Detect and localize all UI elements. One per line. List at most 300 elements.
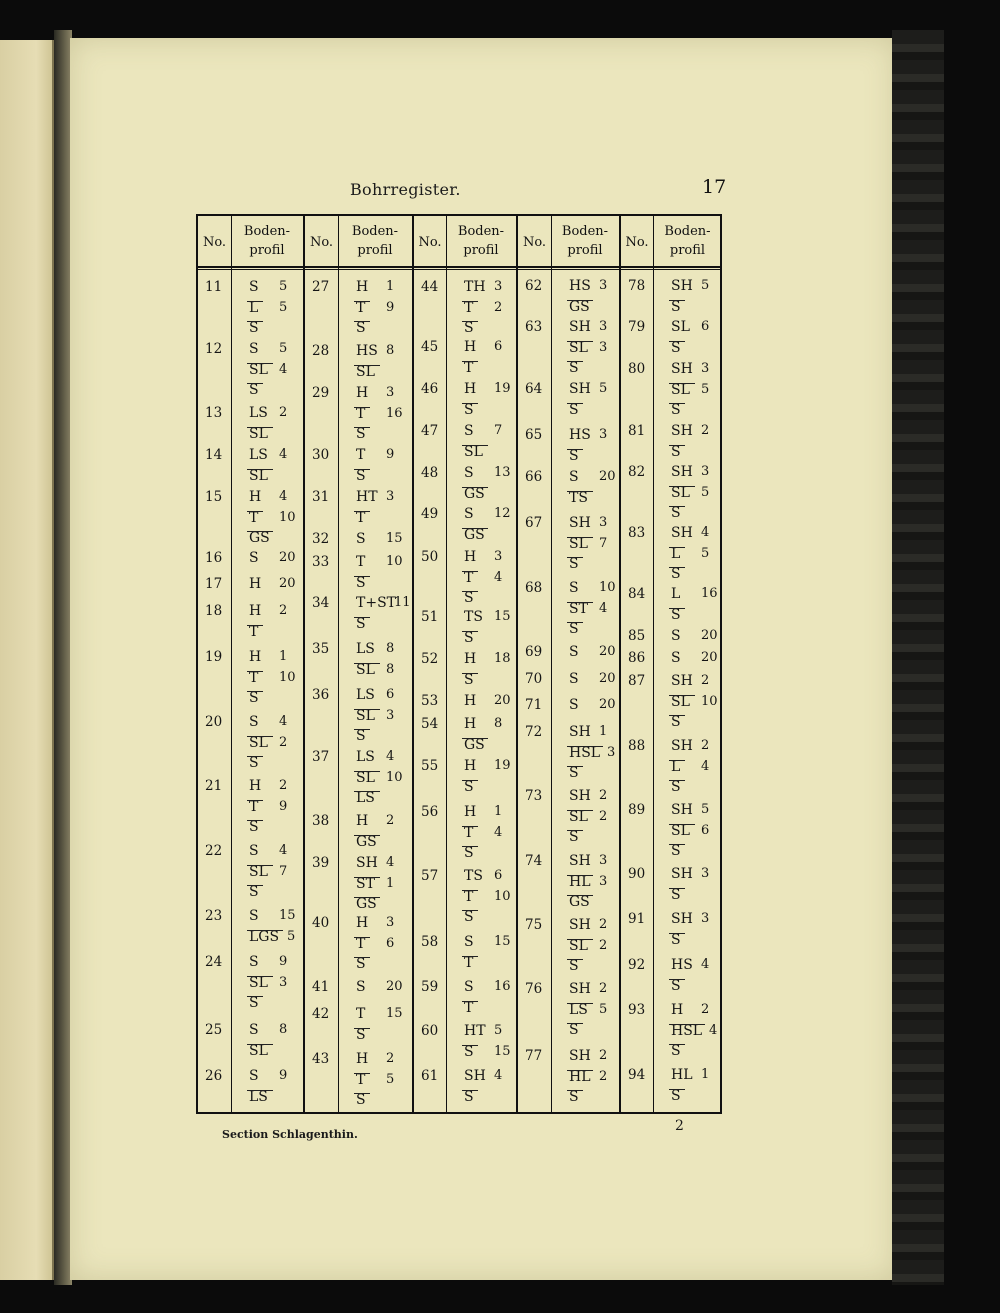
soil-symbol: S (464, 845, 474, 861)
header-bodenprofil-1 (231, 222, 303, 260)
layer-thickness: 5 (701, 484, 710, 500)
layer-thickness: 10 (386, 769, 403, 785)
soil-symbol: S (249, 954, 259, 970)
soil-symbol: S (464, 909, 474, 925)
soil-symbol: T (356, 447, 366, 463)
layer-thickness: 2 (701, 738, 710, 753)
layer-divider (669, 824, 695, 825)
soil-symbol: SL (671, 381, 690, 398)
layer-divider (669, 1024, 705, 1025)
soil-symbol: S (249, 908, 259, 924)
soil-symbol: S (464, 465, 474, 481)
column-rule (231, 216, 232, 1112)
layer-divider (567, 1003, 593, 1004)
soil-symbol: S (249, 843, 259, 859)
layer-divider (462, 956, 478, 957)
soil-symbol: S (464, 629, 474, 646)
layer-divider (354, 321, 370, 322)
bohrung-number: 85 (628, 628, 646, 644)
soil-symbol: T (464, 569, 474, 586)
soil-symbol: S (569, 765, 579, 781)
header-no-1: No. (202, 235, 227, 250)
layer-thickness: 1 (386, 279, 395, 294)
soil-symbol: T (249, 669, 259, 686)
soil-symbol: SL (249, 974, 268, 991)
layer-thickness: 15 (386, 531, 403, 546)
layer-thickness: 8 (386, 641, 395, 656)
bohrung-number: 34 (312, 595, 330, 611)
bohrung-number: 81 (628, 423, 646, 439)
soil-symbol: SL (464, 443, 483, 460)
header-bodenprofil-2 (338, 222, 412, 260)
bohrung-number: 28 (312, 343, 330, 359)
layer-thickness: 5 (494, 1023, 503, 1038)
layer-thickness: 4 (279, 361, 288, 377)
column-rule (551, 216, 552, 1112)
bohrung-number: 20 (205, 714, 223, 730)
soil-symbol: T (356, 1071, 366, 1088)
bohrung-number: 94 (628, 1067, 646, 1083)
header-boden: Boden- (664, 224, 711, 239)
layer-divider (669, 300, 685, 301)
layer-thickness: 4 (279, 447, 288, 462)
soil-symbol: S (464, 1088, 474, 1105)
bohrung-number: 49 (421, 506, 439, 522)
soil-symbol: T (356, 1006, 366, 1022)
soil-symbol: S (249, 995, 259, 1011)
bohrung-number: 73 (525, 788, 543, 804)
layer-divider (567, 810, 593, 811)
layer-divider (247, 996, 263, 997)
layer-thickness: 2 (279, 778, 288, 793)
soil-symbol: TH (464, 279, 486, 295)
layer-thickness: 7 (599, 535, 608, 551)
bohrung-number: 18 (205, 603, 223, 619)
layer-thickness: 2 (599, 981, 608, 996)
layer-thickness: 5 (701, 545, 710, 561)
layer-divider (567, 300, 593, 301)
soil-symbol: S (249, 341, 259, 357)
soil-symbol: S (569, 958, 579, 974)
soil-symbol: HSL (569, 744, 601, 761)
soil-symbol: S (671, 714, 681, 730)
soil-symbol: GS (356, 833, 377, 850)
soil-symbol: LS (356, 687, 375, 703)
layer-divider (247, 469, 273, 470)
bohrung-number: 84 (628, 586, 646, 602)
header-boden: Boden- (561, 224, 609, 239)
layer-thickness: 3 (599, 515, 608, 530)
layer-thickness: 20 (599, 469, 616, 484)
layer-divider (462, 487, 488, 488)
soil-symbol: S (356, 1026, 366, 1043)
bohrung-number: 65 (525, 427, 543, 443)
bohrung-number: 17 (205, 576, 223, 592)
soil-symbol: SH (569, 853, 591, 869)
layer-thickness: 9 (279, 954, 288, 969)
layer-divider (567, 766, 583, 767)
soil-symbol: SH (464, 1068, 486, 1084)
soil-symbol: H (249, 778, 262, 794)
layer-thickness: 6 (494, 339, 503, 354)
layer-thickness: 3 (279, 974, 288, 990)
bohrung-number: 70 (525, 671, 543, 687)
layer-thickness: 4 (279, 489, 288, 504)
bohrung-number: 53 (421, 693, 439, 709)
soil-symbol: T (356, 554, 366, 570)
layer-thickness: 5 (386, 1071, 395, 1087)
header-no-2: No. (309, 235, 334, 250)
layer-thickness: 20 (701, 628, 718, 643)
soil-symbol: L (249, 299, 259, 316)
layer-thickness: 15 (494, 609, 511, 624)
soil-symbol: S (569, 556, 579, 572)
bohrung-number: 43 (312, 1051, 330, 1067)
header-boden: Boden- (243, 224, 291, 239)
layer-divider (567, 537, 593, 538)
soil-symbol: L (671, 586, 681, 602)
layer-thickness: 2 (386, 813, 395, 828)
layer-thickness: 3 (386, 707, 395, 723)
soil-symbol: S (569, 644, 579, 660)
soil-symbol: S (356, 467, 366, 484)
soil-symbol: T+ST (356, 595, 396, 611)
soil-symbol: H (356, 385, 369, 401)
soil-symbol: S (249, 382, 259, 398)
soil-symbol: HS (356, 343, 378, 359)
soil-symbol: S (464, 778, 474, 795)
soil-symbol: SL (249, 361, 268, 378)
bohrung-number: 41 (312, 979, 330, 995)
soil-symbol: SL (356, 363, 375, 380)
soil-symbol: S (671, 628, 681, 644)
header-boden: Boden- (351, 224, 399, 239)
layer-thickness: 20 (599, 644, 616, 659)
layer-divider (669, 608, 685, 609)
soil-symbol: SL (671, 319, 690, 335)
layer-divider (462, 780, 478, 781)
soil-symbol: SH (569, 1048, 591, 1064)
layer-divider (247, 1090, 273, 1091)
layer-thickness: 2 (701, 423, 710, 438)
layer-thickness: 2 (599, 937, 608, 953)
soil-symbol: SH (356, 855, 378, 871)
layer-thickness: 19 (494, 758, 511, 773)
layer-thickness: 4 (494, 569, 503, 585)
layer-thickness: 1 (386, 875, 395, 891)
soil-symbol: H (356, 279, 369, 295)
layer-thickness: 15 (279, 908, 296, 923)
soil-symbol: HL (671, 1067, 693, 1083)
bohrung-number: 83 (628, 525, 646, 541)
layer-thickness: 3 (386, 915, 395, 930)
layer-thickness: 9 (386, 447, 395, 462)
soil-symbol: S (249, 279, 259, 295)
soil-symbol: SH (671, 464, 693, 480)
bohrung-number: 77 (525, 1048, 543, 1064)
layer-divider (462, 528, 488, 529)
soil-symbol: S (464, 320, 474, 336)
soil-symbol: S (569, 580, 579, 596)
bohrung-number: 75 (525, 917, 543, 933)
bohrung-number: 72 (525, 724, 543, 740)
layer-thickness: 13 (494, 465, 511, 480)
soil-symbol: SL (356, 661, 375, 678)
layer-thickness: 4 (709, 1022, 718, 1038)
soil-symbol: LS (356, 641, 375, 657)
layer-thickness: 8 (386, 343, 395, 358)
layer-divider (462, 403, 478, 404)
layer-thickness: 5 (279, 279, 288, 294)
book-cover-edge (892, 30, 944, 1285)
layer-divider (354, 511, 370, 512)
soil-symbol: S (249, 690, 259, 706)
soil-symbol: H (671, 1002, 684, 1018)
header-no-5: No. (625, 235, 649, 250)
soil-symbol: T (464, 954, 474, 971)
bohrung-number: 30 (312, 447, 330, 463)
soil-symbol: T (249, 623, 259, 640)
layer-thickness: 1 (279, 649, 288, 664)
layer-thickness: 1 (701, 1067, 710, 1082)
bohrung-number: 14 (205, 447, 223, 463)
layer-divider (567, 875, 593, 876)
layer-divider (669, 403, 685, 404)
layer-divider (354, 897, 380, 898)
layer-divider (247, 301, 263, 302)
bohrung-number: 66 (525, 469, 543, 485)
soil-symbol: S (356, 1092, 366, 1108)
layer-thickness: 20 (279, 576, 296, 591)
soil-symbol: S (671, 886, 681, 903)
soil-symbol: SH (671, 866, 693, 882)
layer-thickness: 10 (386, 554, 403, 569)
layer-thickness: 6 (701, 319, 710, 334)
soil-symbol: S (671, 339, 681, 356)
layer-divider (247, 930, 283, 931)
soil-symbol: S (671, 443, 681, 460)
layer-thickness: 2 (494, 299, 503, 315)
layer-thickness: 10 (599, 580, 616, 595)
bohrung-number: 55 (421, 758, 439, 774)
layer-thickness: 4 (701, 957, 710, 972)
soil-symbol: S (671, 505, 681, 521)
layer-divider (567, 557, 583, 558)
layer-divider (354, 957, 370, 958)
soil-symbol: S (464, 590, 474, 606)
soil-symbol: S (356, 531, 366, 547)
column-rule (516, 216, 518, 1112)
soil-symbol: ST (569, 600, 588, 617)
soil-symbol: LS (249, 1088, 268, 1105)
layer-thickness: 20 (701, 650, 718, 665)
soil-symbol: T (249, 509, 259, 526)
soil-symbol: GS (464, 526, 485, 543)
soil-symbol: SH (671, 525, 693, 541)
soil-symbol: T (464, 299, 474, 316)
soil-symbol: T (464, 999, 474, 1016)
soil-symbol: S (356, 956, 366, 972)
soil-symbol: HT (464, 1023, 486, 1039)
bohrung-number: 57 (421, 868, 439, 884)
column-rule (303, 216, 305, 1112)
column-rule (412, 216, 414, 1112)
soil-symbol: LS (569, 1001, 588, 1018)
layer-thickness: 2 (599, 1068, 608, 1084)
layer-thickness: 8 (494, 716, 503, 731)
bohrung-number: 56 (421, 804, 439, 820)
layer-divider (567, 602, 593, 603)
soil-symbol: SH (671, 278, 693, 294)
bohrung-number: 69 (525, 644, 543, 660)
layer-thickness: 2 (599, 788, 608, 803)
layer-thickness: 3 (599, 427, 608, 442)
layer-divider (669, 506, 685, 507)
soil-symbol: S (671, 779, 681, 795)
layer-thickness: 5 (279, 341, 288, 356)
bohrung-number: 35 (312, 641, 330, 657)
bohrung-number: 44 (421, 279, 439, 295)
bohrung-number: 87 (628, 673, 646, 689)
layer-divider (462, 361, 478, 362)
layer-divider (669, 844, 685, 845)
layer-thickness: 16 (386, 405, 403, 421)
soil-symbol: S (249, 320, 259, 336)
layer-thickness: 3 (599, 853, 608, 868)
layer-divider (462, 631, 478, 632)
layer-divider (669, 486, 695, 487)
layer-thickness: 5 (599, 1001, 608, 1017)
soil-symbol: S (249, 1022, 259, 1038)
layer-thickness: 4 (599, 600, 608, 616)
bohrung-number: 27 (312, 279, 330, 295)
soil-symbol: T (356, 935, 366, 952)
layer-divider (247, 511, 263, 512)
layer-divider (247, 756, 263, 757)
bohrung-number: 23 (205, 908, 223, 924)
bohrung-number: 86 (628, 650, 646, 666)
soil-symbol: LS (249, 405, 268, 421)
soil-symbol: SL (671, 822, 690, 839)
layer-thickness: 2 (279, 603, 288, 618)
soil-symbol: HSL (671, 1022, 703, 1039)
layer-divider (567, 403, 583, 404)
soil-symbol: L (671, 545, 681, 562)
layer-thickness: 2 (279, 734, 288, 750)
header-no-4: No. (522, 235, 547, 250)
bohrung-number: 62 (525, 278, 543, 294)
layer-thickness: 4 (279, 714, 288, 729)
layer-divider (567, 1023, 583, 1024)
bohrung-number: 78 (628, 278, 646, 294)
soil-symbol: S (671, 298, 681, 315)
soil-symbol: SL (249, 467, 268, 484)
layer-thickness: 16 (701, 586, 718, 601)
layer-thickness: 4 (494, 824, 503, 840)
header-bodenprofil-3 (446, 222, 516, 260)
layer-divider (354, 729, 370, 730)
soil-symbol: LS (356, 749, 375, 765)
soil-symbol: GS (464, 485, 485, 502)
soil-symbol: S (671, 566, 681, 582)
bohrung-number: 54 (421, 716, 439, 732)
bohrung-number: 74 (525, 853, 543, 869)
bohrung-number: 88 (628, 738, 646, 754)
layer-divider (669, 1089, 685, 1090)
layer-divider (247, 363, 273, 364)
soil-symbol: SH (569, 724, 591, 740)
header-profil: profil (249, 243, 285, 258)
soil-symbol: ST (356, 875, 375, 892)
layer-thickness: 10 (494, 888, 511, 904)
soil-symbol: S (671, 977, 681, 994)
sheet-signature: 2 (675, 1118, 684, 1134)
bohrung-number: 39 (312, 855, 330, 871)
layer-divider (247, 531, 273, 532)
layer-thickness: 15 (494, 934, 511, 949)
soil-symbol: LS (249, 447, 268, 463)
layer-divider (247, 671, 263, 672)
bohrung-number: 59 (421, 979, 439, 995)
layer-divider (462, 890, 478, 891)
soil-symbol: LGS (249, 928, 280, 945)
layer-divider (669, 979, 685, 980)
layer-thickness: 3 (701, 911, 710, 926)
layer-divider (354, 469, 370, 470)
bohrung-number: 12 (205, 341, 223, 357)
layer-divider (669, 1044, 685, 1045)
soil-symbol: T (356, 405, 366, 422)
bohrung-number: 82 (628, 464, 646, 480)
layer-divider (462, 571, 478, 572)
layer-divider (354, 1028, 370, 1029)
layer-thickness: 16 (494, 979, 511, 994)
layer-divider (567, 746, 603, 747)
soil-symbol: SL (671, 484, 690, 501)
column-rule (338, 216, 339, 1112)
bohrung-number: 31 (312, 489, 330, 505)
layer-thickness: 3 (494, 549, 503, 564)
layer-thickness: 19 (494, 381, 511, 396)
layer-thickness: 2 (701, 1002, 710, 1017)
soil-symbol: GS (569, 894, 590, 910)
layer-divider (567, 959, 583, 960)
header-profil: profil (357, 243, 393, 258)
bohrung-number: 50 (421, 549, 439, 565)
layer-divider (462, 738, 488, 739)
layer-thickness: 2 (599, 808, 608, 824)
layer-divider (247, 865, 273, 866)
bohrung-number: 63 (525, 319, 543, 335)
page-number: 17 (702, 176, 727, 198)
bohrregister-table (196, 214, 722, 1114)
soil-symbol: S (464, 671, 474, 688)
soil-symbol: S (464, 506, 474, 522)
soil-symbol: H (249, 603, 262, 619)
bohrung-number: 22 (205, 843, 223, 859)
layer-thickness: 6 (701, 822, 710, 838)
bohrung-number: 76 (525, 981, 543, 997)
layer-divider (669, 445, 685, 446)
layer-divider (247, 427, 273, 428)
soil-symbol: S (249, 819, 259, 835)
soil-symbol: T (464, 888, 474, 905)
layer-divider (669, 341, 685, 342)
soil-symbol: H (464, 339, 477, 355)
bohrung-number: 92 (628, 957, 646, 973)
bohrung-number: 25 (205, 1022, 223, 1038)
soil-symbol: SL (249, 425, 268, 442)
